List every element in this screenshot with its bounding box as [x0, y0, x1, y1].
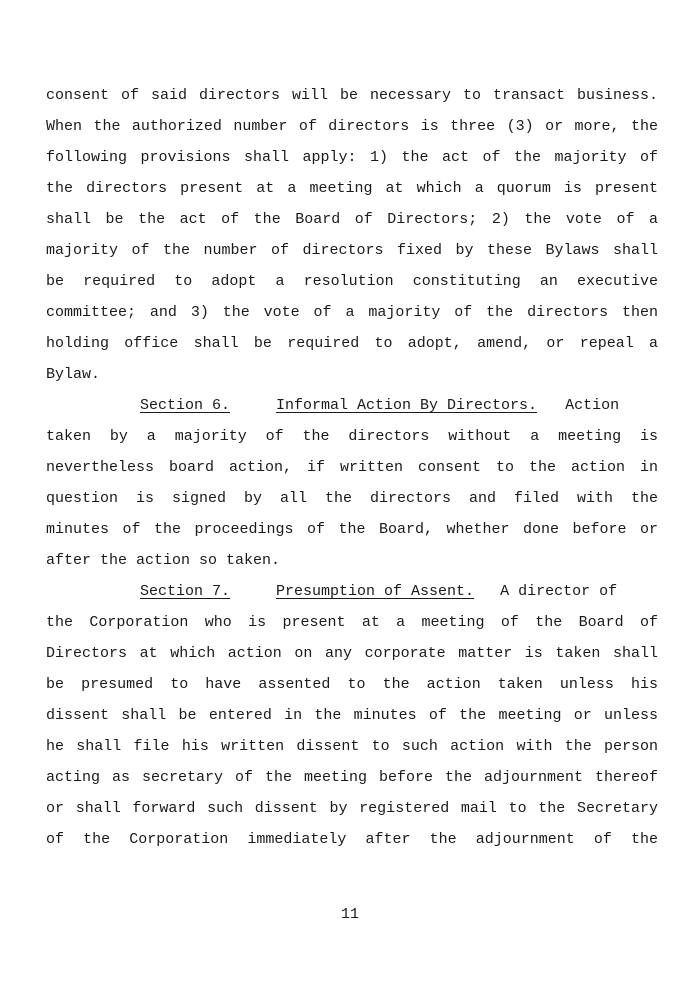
document-page [46, 80, 658, 855]
text-line: he shall file his written dissent to such action with the person [46, 738, 658, 755]
page-number: 11 [340, 906, 359, 923]
text-line: or shall forward such dissent by registered mail to the Secretary [46, 800, 658, 817]
text-line: taken by a majority of the directors without a meeting is [46, 428, 658, 445]
section-7-first-words: A director of [500, 583, 618, 600]
section-6-heading-line [46, 390, 658, 421]
text-line: Directors at which action on any corporate matter is taken shall [46, 645, 658, 662]
text-line: When the authorized number of directors is three (3) or more, the [46, 118, 658, 135]
section-7-number: Section 7. [140, 583, 231, 600]
section-7-heading-line [46, 576, 658, 607]
text-line: the Corporation who is present at a meeting of the Board of [46, 614, 658, 631]
text-line: Bylaw. [46, 366, 101, 383]
text-line: question is signed by all the directors and filed with the [46, 490, 658, 507]
text-line: shall be the act of the Board of Directors; 2) the vote of a [46, 211, 658, 228]
text-line: be required to adopt a resolution constituting an executive [46, 273, 658, 290]
text-line: after the action so taken. [46, 552, 281, 569]
section-6-number: Section 6. [140, 397, 231, 414]
text-line: acting as secretary of the meeting before the adjournment thereof [46, 769, 658, 786]
text-line: the directors present at a meeting at which a quorum is present [46, 180, 658, 197]
text-line: majority of the number of directors fixed by these Bylaws shall [46, 242, 658, 259]
section-7-title: Presumption of Assent. [276, 583, 475, 600]
text-line: committee; and 3) the vote of a majority of the directors then [46, 304, 658, 321]
text-line: of the Corporation immediately after the adjournment of the [46, 831, 658, 848]
text-line: consent of said directors will be necessary to transact business. [46, 87, 658, 104]
section-7 [46, 576, 658, 855]
text-line: be presumed to have assented to the action taken unless his [46, 676, 658, 693]
text-line: holding office shall be required to adopt, amend, or repeal a [46, 335, 658, 352]
text-line: dissent shall be entered in the minutes of the meeting or unless [46, 707, 658, 724]
section-6 [46, 390, 658, 576]
section-6-first-word: Action [565, 397, 620, 414]
text-line: minutes of the proceedings of the Board, whether done before or [46, 521, 658, 538]
paragraph-quorum-provisions [46, 80, 658, 390]
text-line: nevertheless board action, if written consent to the action in [46, 459, 658, 476]
text-line: following provisions shall apply: 1) the act of the majority of [46, 149, 658, 166]
section-6-title: Informal Action By Directors. [276, 397, 538, 414]
